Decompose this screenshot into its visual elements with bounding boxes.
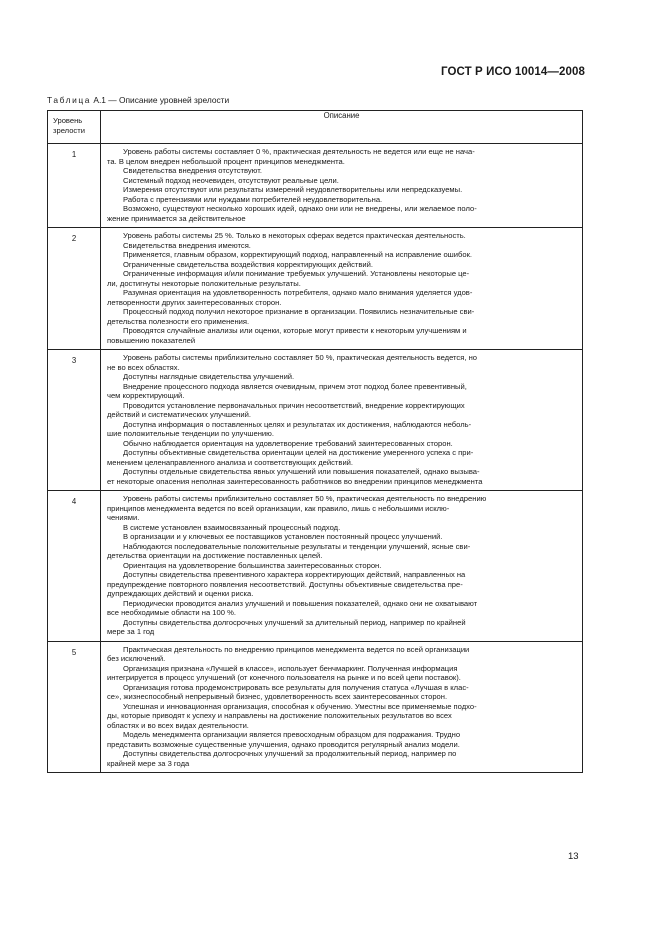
level-description bbox=[101, 491, 583, 642]
level-description bbox=[101, 228, 583, 350]
description-paragraph: Доступны свидетельства долгосрочных улучшений за длительный период, например по крайней мере за 1 год bbox=[107, 617, 466, 636]
table-caption bbox=[47, 95, 229, 105]
description-paragraph: Обычно наблюдается ориентация на удовлетворение требований заинтересованных сторон. bbox=[123, 438, 453, 448]
column-header-level-text: Уровень зрелости bbox=[53, 116, 85, 135]
description-paragraph: Уровень работы системы 25 %. Только в некоторых сферах ведется практическая деятельность. bbox=[123, 231, 466, 240]
description-paragraph: Проводится установление первоначальных причин несоответствий, внедрение корректирующих действий и систематических улучшений. bbox=[107, 400, 465, 419]
page-number: 13 bbox=[568, 851, 579, 862]
description-paragraph: Уровень работы системы составляет 0 %, практическая деятельность не ведется или еще не нача- та. В целом внедрен небольшой процент принципов менеджмента. bbox=[107, 147, 475, 166]
description-paragraph: Разумная ориентация на удовлетворенность потребителя, однако мало внимания уделяется удов- летворенности других заинтересованных сторон. bbox=[107, 288, 473, 307]
description-paragraph: Уровень работы системы приблизительно составляет 50 %, практическая деятельность по внедрению принципов менеджмента ведется по всей организации, как правило, лишь с небольшими исклю- чениями. bbox=[107, 494, 487, 522]
document-id: ГОСТ Р ИСО 10014—2008 bbox=[440, 66, 585, 78]
description-paragraph: Успешная и инновационная организация, способная к обучению. Уместны все применяемые подхо- ды, которые приводят к успеху и направлены на достижение положительных результатов во всех областях и во всех видах деятельности. bbox=[107, 701, 477, 730]
table-caption-title: А.1 — Описание уровней зрелости bbox=[91, 95, 230, 105]
description-paragraph: Доступна информация о поставленных целях и результатах их достижения, наблюдаются неболь- шие положительные тенденции по улучшению. bbox=[107, 419, 472, 438]
level-number: 2 bbox=[48, 228, 101, 350]
description-paragraph: Возможно, существуют несколько хороших идей, однако они или не внедрены, или желаемое поло- жение принимается за действительное bbox=[107, 204, 477, 223]
table-row bbox=[48, 641, 583, 773]
description-paragraph: Ограниченные информация и/или понимание требуемых улучшений. Установлены некоторые це- ли, достигнуты некоторые положительные результаты. bbox=[107, 269, 470, 288]
description-paragraph: Организация признана «Лучшей в классе», использует бенчмаркинг. Полученная информация интегрируется в процесс улучшений (от конечного пользователя на рынке и по всей цепи поставок). bbox=[107, 663, 461, 682]
description-paragraph: Модель менеджмента организации является превосходным образцом для подражания. Трудно представить возможные существенные улучшения, однако проводится регулярный анализ модели. bbox=[107, 730, 461, 749]
level-description bbox=[101, 641, 583, 773]
description-paragraph: Свидетельства внедрения имеются. bbox=[123, 240, 251, 250]
description-paragraph: Проводятся случайные анализы или оценки, которые могут привести к некоторым улучшениям и повышению показателей bbox=[107, 326, 467, 345]
description-paragraph: В организации и у ключевых ее поставщиков установлен постоянный процесс улучшений. bbox=[123, 532, 443, 541]
description-paragraph: В системе установлен взаимосвязанный процессный подход. bbox=[123, 522, 341, 532]
description-paragraph: Системный подход неочевиден, отсутствуют реальные цели. bbox=[123, 175, 339, 185]
level-description bbox=[101, 350, 583, 491]
description-paragraph: Работа с претензиями или нуждами потребителей неудовлетворительна. bbox=[123, 194, 383, 204]
description-paragraph: Организация готова продемонстрировать все результаты для получения статуса «Лучшая в клас- се», жизнеспособный непрерывный бизнес, удовлетворенность всех заинтересованных сторон. bbox=[107, 682, 469, 701]
table-caption-prefix: Таблица bbox=[47, 95, 92, 105]
description-paragraph: Доступны объективные свидетельства ориентации целей на достижение умеренного успеха с при- менением целенаправленного анализа и соответствующих действий. bbox=[107, 448, 474, 467]
level-number: 5 bbox=[48, 641, 101, 773]
description-paragraph: Доступны свидетельства долгосрочных улучшений за продолжительный период, например по крайней мере за 3 года bbox=[107, 749, 457, 768]
description-paragraph: Применяется, главным образом, корректирующий подход, направленный на исправление ошибок. bbox=[123, 250, 473, 259]
description-paragraph: Ориентация на удовлетворение большинства заинтересованных сторон. bbox=[123, 560, 382, 570]
level-number: 3 bbox=[48, 350, 101, 491]
description-paragraph: Доступны наглядные свидетельства улучшений. bbox=[123, 372, 295, 381]
table-header-row bbox=[48, 111, 583, 144]
table-row bbox=[48, 350, 583, 491]
description-paragraph: Наблюдаются последовательные положительные результаты и тенденции улучшений, ясные сви- детельства ориентации на достижение поставленных целей. bbox=[107, 541, 471, 560]
table-row bbox=[48, 228, 583, 350]
description-paragraph: Измерения отсутствуют или результаты измерений неудовлетворительны или непредсказуемы. bbox=[123, 185, 463, 194]
description-paragraph: Уровень работы системы приблизительно составляет 50 %, практическая деятельность ведется, но не во всех областях. bbox=[107, 353, 477, 372]
level-number: 4 bbox=[48, 491, 101, 642]
description-paragraph: Доступны отдельные свидетельства явных улучшений или повышения показателей, однако вызыва- ет некоторые опасения неполная заинтересованность работников во внедрении принципов менеджмента bbox=[107, 467, 483, 486]
level-description bbox=[101, 144, 583, 228]
description-paragraph: Практическая деятельность по внедрению принципов менеджмента ведется по всей организации без исключений. bbox=[107, 644, 470, 663]
maturity-levels-table bbox=[47, 110, 583, 773]
description-paragraph: Свидетельства внедрения отсутствуют. bbox=[123, 166, 262, 175]
description-paragraph: Внедрение процессного подхода является очевидным, причем этот подход более превентивный, чем корректирующий. bbox=[107, 381, 467, 400]
description-paragraph: Ограниченные свидетельства воздействия корректирующих действий. bbox=[123, 259, 374, 269]
table-row bbox=[48, 491, 583, 642]
column-header-level bbox=[48, 111, 101, 144]
description-paragraph: Периодически проводится анализ улучшений и повышения показателей, однако они не охватывают все необходимые области на 100 %. bbox=[107, 598, 478, 617]
table-row bbox=[48, 144, 583, 228]
description-paragraph: Процессный подход получил некоторое признание в организации. Появились незначительные сви- детельства полезности его применения. bbox=[107, 307, 475, 326]
level-number: 1 bbox=[48, 144, 101, 228]
description-paragraph: Доступны свидетельства превентивного характера корректирующих действий, направленных на предупреждение повторного появления несоответствий. Доступны объективные свидетельства пре- дупреждающих действий и оценки риска. bbox=[107, 570, 466, 598]
column-header-description: Описание bbox=[101, 111, 583, 144]
